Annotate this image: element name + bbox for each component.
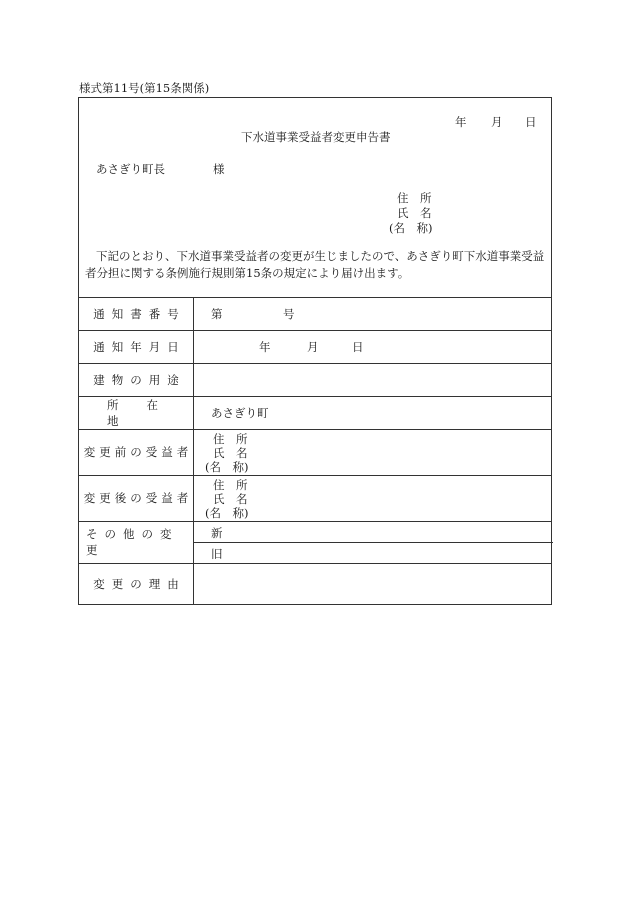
- row-label-notice-number: 通知書番号: [93, 306, 186, 321]
- new-address-label: 住 所: [213, 478, 248, 492]
- previous-address-label: 住 所: [213, 432, 248, 446]
- other-new-label: 新: [211, 526, 223, 540]
- addressee: あさぎり町長: [96, 162, 165, 176]
- new-name-label: 氏 名: [213, 492, 248, 506]
- date-month-label: 月: [491, 115, 503, 129]
- table-divider: [193, 542, 553, 543]
- table-column-divider: [193, 297, 194, 605]
- notice-date-day: 日: [352, 340, 364, 354]
- other-old-label: 旧: [211, 547, 223, 561]
- location-value: あさぎり町: [211, 406, 269, 420]
- notice-date-month: 月: [307, 340, 319, 354]
- date-year-label: 年: [455, 115, 467, 129]
- applicant-name-label: 氏 名: [397, 206, 432, 220]
- row-label-other-changes: その他の変更: [86, 527, 179, 557]
- form-container: [78, 97, 552, 605]
- row-label-previous-beneficiary: 変更前の受益者: [83, 445, 193, 459]
- addressee-honorific: 様: [213, 162, 225, 176]
- row-label-location: 所在地: [107, 397, 186, 428]
- previous-corp-label: (名 称): [205, 460, 249, 474]
- applicant-address-label: 住 所: [397, 191, 432, 205]
- previous-name-label: 氏 名: [213, 446, 248, 460]
- document-title: 下水道事業受益者変更申告書: [241, 130, 391, 144]
- row-label-new-beneficiary: 変更後の受益者: [83, 491, 193, 505]
- applicant-corp-name-label: (名 称): [389, 221, 433, 235]
- declaration-statement: 下記のとおり、下水道事業受益者の変更が生じましたので、あさぎり町下水道事業受益者分担に関する条例施行規則第15条の規定により届け出ます。: [85, 249, 545, 280]
- notice-number-suffix: 号: [283, 307, 295, 321]
- notice-number-prefix: 第: [211, 307, 223, 321]
- date-day-label: 日: [525, 115, 537, 129]
- row-label-notice-date: 通知年月日: [93, 339, 186, 354]
- form-number-label: 様式第11号(第15条関係): [79, 81, 210, 95]
- row-label-building-use: 建物の用途: [93, 372, 186, 387]
- row-label-reason: 変更の理由: [93, 577, 186, 591]
- new-corp-label: (名 称): [205, 506, 249, 520]
- notice-date-year: 年: [259, 340, 271, 354]
